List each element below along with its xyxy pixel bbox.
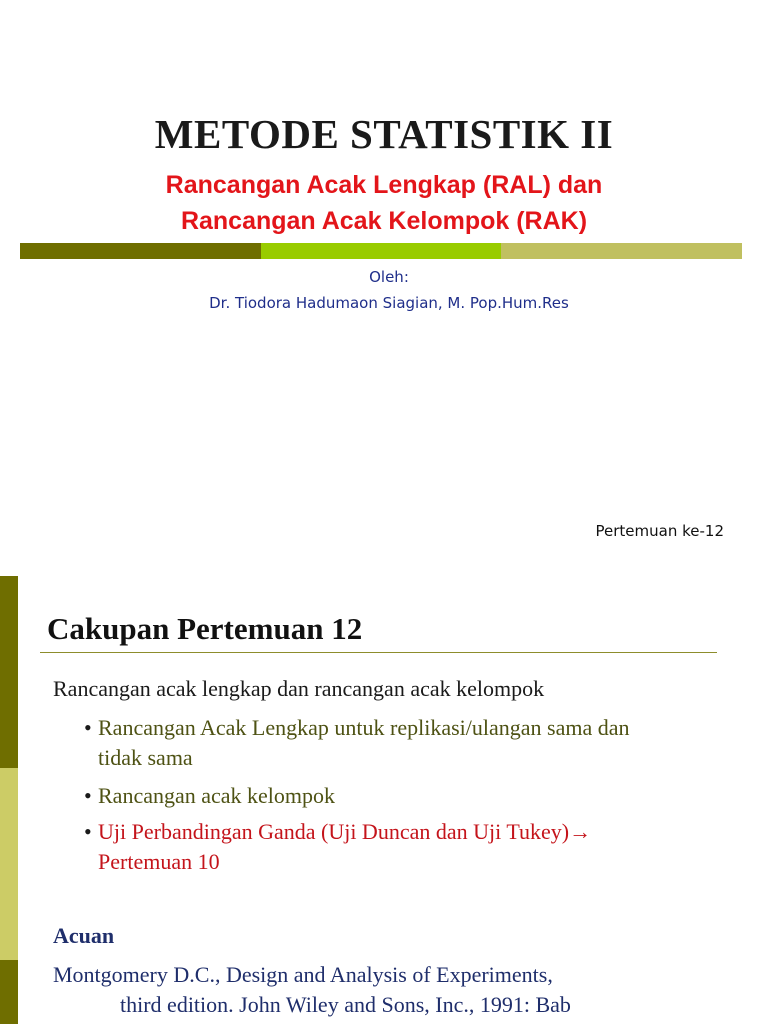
bullet-text: Rancangan acak kelompok xyxy=(98,783,336,808)
bullet-item xyxy=(84,713,644,773)
subtitle-line-1: Rancangan Acak Lengkap (RAL) dan xyxy=(165,171,603,199)
intro-text: Rancangan acak lengkap dan rancangan acak kelompok xyxy=(53,676,545,701)
bullet-item xyxy=(84,817,644,877)
reference-heading: Acuan xyxy=(53,923,115,948)
divider-bar-dark xyxy=(20,243,261,259)
heading-rule xyxy=(40,652,717,653)
bullet-dot: • xyxy=(84,783,92,808)
author-name: Dr. Tiodora Hadumaon Siagian, M. Pop.Hum.Res xyxy=(209,294,569,312)
bullet-dot: • xyxy=(84,819,92,844)
divider-bar-lime xyxy=(261,243,501,259)
by-label: Oleh: xyxy=(369,268,409,286)
reference-line-1: Montgomery D.C., Design and Analysis of Experiments, xyxy=(53,962,553,987)
slide-heading: Cakupan Pertemuan 12 xyxy=(47,611,363,646)
bullet-text: Uji Perbandingan Ganda (Uji Duncan dan Uji Tukey)→ Pertemuan 10 xyxy=(98,819,592,874)
subtitle-line-2: Rancangan Acak Kelompok (RAK) xyxy=(180,207,588,235)
side-bar-dark-bottom xyxy=(0,960,18,1024)
reference-line-2: third edition. John Wiley and Sons, Inc., 1991: Bab xyxy=(120,992,571,1017)
divider-bar-khaki xyxy=(501,243,742,259)
reference-text xyxy=(53,960,713,1020)
bullet-dot: • xyxy=(84,715,92,740)
meeting-number: Pertemuan ke-12 xyxy=(595,522,724,540)
bullet-item xyxy=(84,781,644,811)
slide-title: METODE STATISTIK II xyxy=(154,111,614,157)
side-bar-dark xyxy=(0,576,18,768)
side-bar-light xyxy=(0,768,18,960)
bullet-text: Rancangan Acak Lengkap untuk replikasi/ulangan sama dan tidak sama xyxy=(98,715,630,770)
content-slide xyxy=(0,576,768,1024)
